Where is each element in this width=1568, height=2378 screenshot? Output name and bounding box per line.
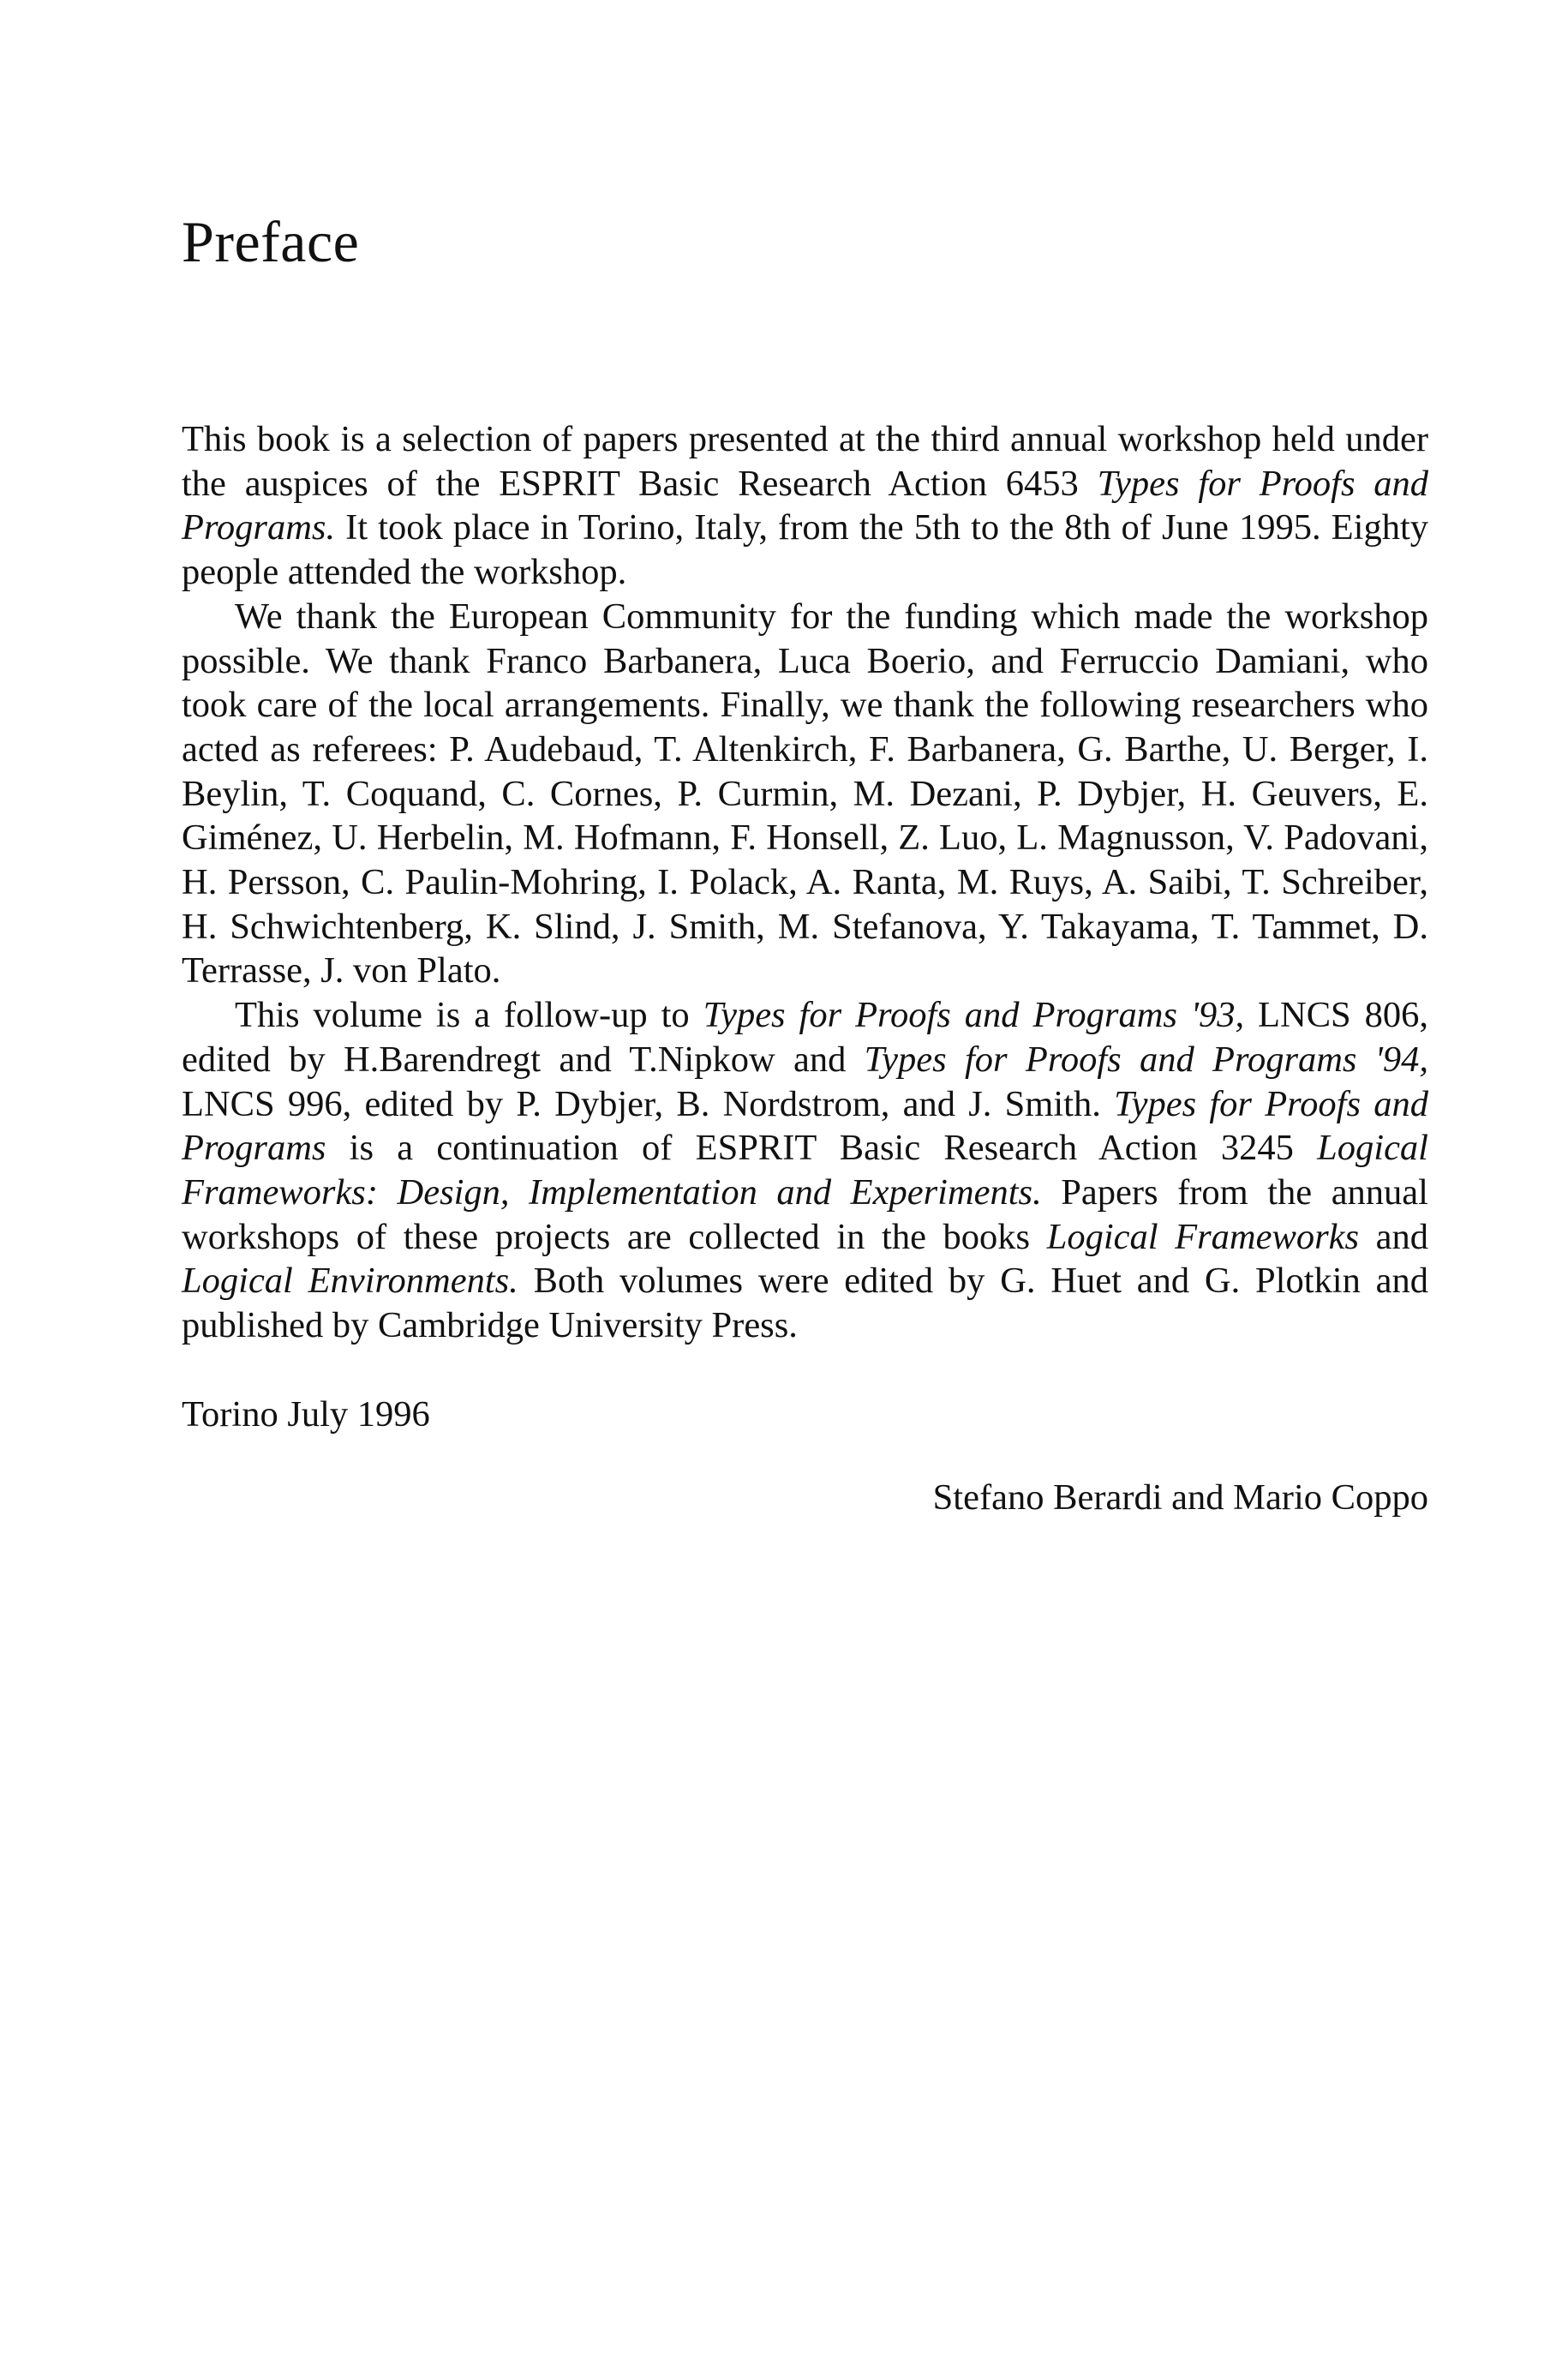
italic-text: Logical Frameworks [1046,1216,1360,1257]
text-run: is a continuation of ESPRIT Basic Research Action 3245 [326,1128,1318,1169]
paragraph [182,417,1428,595]
text-run: LNCS 806, edited by H.Barendregt and T.Nipkow and [182,995,1428,1080]
text-run: This volume is a follow-up to [235,995,703,1036]
place-date: Torino July 1996 [182,1394,430,1435]
text-run: LNCS 996, edited by P. Dybjer, B. Nordstrom, and J. Smith. [182,1083,1115,1124]
signature: Stefano Berardi and Mario Coppo [932,1477,1428,1518]
italic-text: Logical Frameworks: Design, Implementation and Experiments. [182,1128,1428,1213]
text-run: We thank the European Community for the funding which made the workshop possible. We thank Franco Barbanera, Luca Boerio, and Ferruccio Damiani, who took care of the local arrangements. Finally, we thank the following researchers who acted as referees: P. Audebaud, T. Altenkirch, F. Barbanera, G. Barthe, U. Berger, I. Beylin, T. Coquand, C. Cornes, P. Curmin, M. Dezani, P. Dybjer, H. Geuvers, E. Giménez, U. Herbelin, M. Hofmann, F. Honsell, Z. Luo, L. Magnusson, V. Padovani, H. Persson, C. Paulin-Mohring, I. Polack, A. Ranta, M. Ruys, A. Saibi, T. Schreiber, H. Schwichtenberg, K. Slind, J. Smith, M. Stefanova, Y. Takayama, T. Tammet, D. Terrasse, J. von Plato. [182,596,1428,991]
page [182,0,1428,2378]
text-run: Papers from the annual workshops of these projects are collected in the books [182,1171,1428,1257]
paragraph [182,993,1428,1348]
paragraph [182,595,1428,993]
text-run: and [1359,1216,1428,1257]
text-run: It took place in Torino, Italy, from the 5th to the 8th of June 1995. Eighty people attended the workshop. [182,507,1428,593]
page-title: Preface [182,209,360,274]
italic-text: Types for Proofs and Programs. [182,463,1429,548]
italic-text: Logical Environments. [182,1261,518,1302]
italic-text: Types for Proofs and Programs '94, [864,1039,1429,1080]
text-run: This book is a selection of papers presented at the third annual workshop held under the auspices of the ESPRIT Basic Research Action 6453 [182,419,1428,504]
text-run: Both volumes were edited by G. Huet and G. Plotkin and published by Cambridge University Press. [182,1261,1428,1346]
italic-text: Types for Proofs and Programs '93, [703,995,1245,1036]
italic-text: Types for Proofs and Programs [182,1083,1428,1169]
preface-body [182,417,1428,1348]
